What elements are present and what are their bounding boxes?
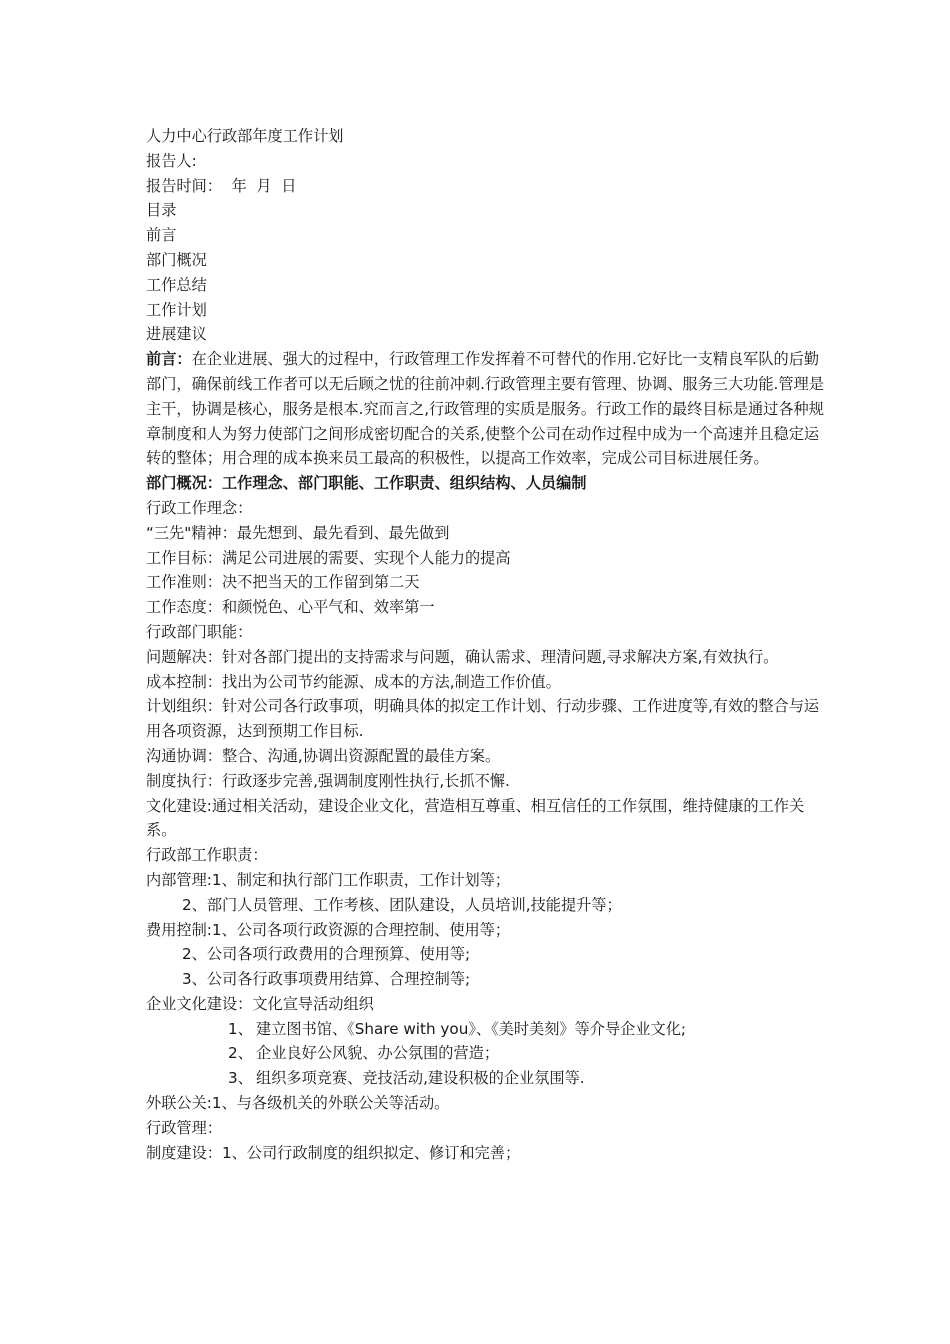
reporter-line: 报告人:	[146, 151, 197, 170]
culture-item-number: 2、	[228, 1044, 253, 1063]
function-item: 文化建设:通过相关活动，建设企业文化，营造相互尊重、相互信任的工作氛围，维持健康的工作关系。	[146, 796, 805, 840]
duty-internal-1: 内部管理:1、制定和执行部门工作职责，工作计划等；	[146, 870, 511, 889]
culture-item-text: 企业良好公风貌、办公氛围的营造；	[256, 1044, 499, 1063]
duties-heading: 行政部工作职责：	[146, 846, 268, 865]
toc-item-plan: 工作计划	[146, 300, 207, 319]
concept-line: “三先"精神：最先想到、最先看到、最先做到	[146, 523, 450, 542]
duty-cost-1: 费用控制:1、公司各项行政资源的合理控制、使用等；	[146, 920, 511, 939]
preface-paragraph	[146, 347, 826, 471]
culture-item-text: 建立图书馆、《Share with you》、《美时美刻》等介导企业文化;	[256, 1019, 687, 1038]
toc-item-preface: 前言	[146, 226, 177, 245]
culture-heading: 企业文化建设：文化宣导活动组织	[146, 994, 374, 1013]
document-body	[146, 124, 826, 1165]
preface-text: 在企业进展、强大的过程中，行政管理工作发挥着不可替代的作用.它好比一支精良军队的后勤部门，确保前线工作者可以无后顾之忧的往前冲刺.行政管理主要有管理、协调、服务三大功能.管理是主干，协调是核心，服务是根本.究而言之,行政管理的实质是服务。行政工作的最终目标是通过各种规章制度和人为努力使部门之间形成密切配合的关系,使整个公司在动作过程中成为一个高速并且稳定运转的整体；用合理的成本换来员工最高的积极性，以提高工作效率，完成公司目标进展任务。	[146, 350, 824, 468]
toc-item-suggestions: 进展建议	[146, 325, 207, 344]
concept-line: 工作目标：满足公司进展的需要、实现个人能力的提高	[146, 548, 511, 567]
culture-item-text: 组织多项竞赛、竞技活动,建设积极的企业氛围等.	[256, 1069, 585, 1088]
function-item: 成本控制：找出为公司节约能源、成本的方法,制造工作价值。	[146, 672, 561, 691]
function-item: 计划组织：针对公司各行政事项，明确具体的拟定工作计划、行动步骤、工作进度等,有效的整合与运用各项资源，达到预期工作目标.	[146, 697, 820, 741]
toc-item-overview: 部门概况	[146, 250, 207, 269]
overview-heading: 部门概况：工作理念、部门职能、工作职责、组织结构、人员编制	[146, 474, 587, 493]
concept-line: 工作准则：决不把当天的工作留到第二天	[146, 573, 420, 592]
report-time-line: 报告时间： 年 月 日	[146, 176, 297, 195]
function-item: 沟通协调：整合、沟通,协调出资源配置的最佳方案。	[146, 746, 501, 765]
toc-item-summary: 工作总结	[146, 275, 207, 294]
concept-heading: 行政工作理念：	[146, 498, 253, 517]
culture-item-number: 3、	[228, 1069, 253, 1088]
preface-label: 前言	[146, 350, 177, 369]
culture-item-number: 1、	[228, 1019, 253, 1038]
culture-item	[146, 1017, 826, 1042]
duty-cost-3: 3、公司各行政事项费用结算、合理控制等;	[182, 970, 471, 989]
document-title: 人力中心行政部年度工作计划	[146, 127, 344, 145]
concept-line: 工作态度：和颜悦色、心平气和、效率第一	[146, 598, 435, 617]
duty-system-1: 制度建设：1、公司行政制度的组织拟定、修订和完善；	[146, 1143, 521, 1162]
duty-cost-2: 2、公司各项行政费用的合理预算、使用等;	[182, 945, 471, 964]
preface-colon: ：	[176, 350, 192, 369]
culture-item	[146, 1066, 826, 1091]
duty-external: 外联公关:1、与各级机关的外联公关等活动。	[146, 1094, 450, 1113]
functions-heading: 行政部门职能：	[146, 622, 253, 641]
toc-heading: 目录	[146, 201, 177, 220]
duty-internal-2: 2、部门人员管理、工作考核、团队建设，人员培训,技能提升等；	[182, 895, 622, 914]
function-item: 问题解决：针对各部门提出的支持需求与问题，确认需求、理清问题,寻求解决方案,有效执行。	[146, 647, 779, 666]
culture-item	[146, 1041, 826, 1066]
admin-heading: 行政管理：	[146, 1118, 222, 1137]
function-item: 制度执行：行政逐步完善,强调制度刚性执行,长抓不懈.	[146, 771, 510, 790]
